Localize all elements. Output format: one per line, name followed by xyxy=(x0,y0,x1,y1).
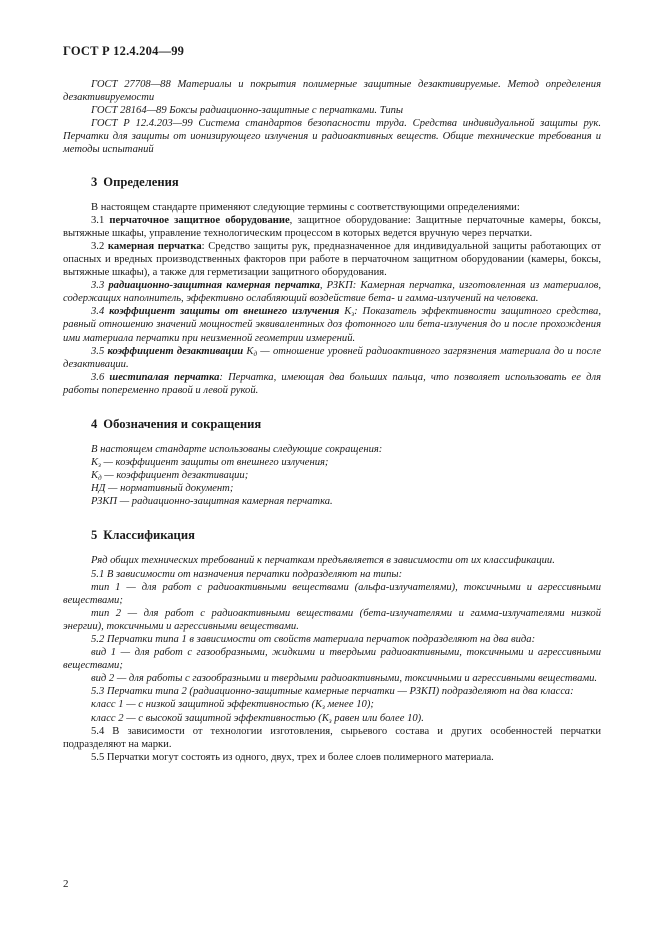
definition-3-5: 3.5 коэффициент дезактивации $K_д$ — отношение уровней радиоактивного загрязнения материала до и после дезактивации. xyxy=(63,345,602,370)
reference-gost-28164: ГОСТ 28164—89 Боксы радиационно-защитные с перчатками. Типы xyxy=(91,105,404,117)
clause-5-3: 5.3 Перчатки типа 2 (радиационно-защитные камерные перчатки — РЗКП) подразделяют на два класса: xyxy=(91,686,574,698)
section-4-number: 4 xyxy=(91,416,98,431)
glove-class-1: класс 1 — с низкой защитной эффективностью ($K_з$ менее 10); xyxy=(91,699,374,712)
section-4-intro: В настоящем стандарте использованы следующие сокращения: xyxy=(91,443,383,455)
normative-references xyxy=(63,78,601,157)
glove-type-1: тип 1 — для работ с радиоактивными веществами (альфа-излучателями), токсичными и агрессивными веществами; xyxy=(63,581,601,606)
term-decontamination-coefficient: коэффициент дезактивации xyxy=(107,345,244,357)
abbreviation-rzkp: РЗКП — радиационно-защитная камерная перчатка. xyxy=(91,496,333,508)
abbreviation-kz: $K_з$ — коэффициент защиты от внешнего излучения; xyxy=(91,457,329,470)
abbreviation-nd: НД — нормативный документ; xyxy=(91,483,234,495)
section-3-heading xyxy=(63,175,601,190)
term-six-finger-glove: шестипалая перчатка xyxy=(109,371,220,383)
page-content xyxy=(63,78,601,764)
definition-3-2: 3.2 камерная перчатка: Средство защиты рук, предназначенное для индивидуальной защиты работающих от опасных и вредных производственных факторов при работе в перчаточном защитном оборудовании (камеры, боксы, вытяжные шкафы), а также для герметизации защитного оборудования. xyxy=(63,240,601,279)
glove-kind-2: вид 2 — для работы с газообразными и твердыми радиоактивными, токсичными и агрессивными веществами. xyxy=(91,673,598,685)
definition-3-1: 3.1 перчаточное защитное оборудование, защитное оборудование: Защитные перчаточные камеры, боксы, вытяжные шкафы, управление технологическим процессом в которых ведется вручную через перчатки. xyxy=(63,214,602,239)
section-4-heading xyxy=(63,417,601,432)
glove-kind-1: вид 1 — для работ с газообразными, жидкими и твердыми радиоактивными, токсичными и агрессивными веществами; xyxy=(63,647,601,672)
reference-gost-r-12-4-203: ГОСТ Р 12.4.203—99 Система стандартов безопасности труда. Средства индивидуальной защиты рук. Перчатки для защиты от ионизирующего излучения и радиоактивных веществ. Общие технические требования и методы испытаний xyxy=(63,118,601,156)
section-5-title: Классификация xyxy=(103,528,195,543)
clause-5-1: 5.1 В зависимости от назначения перчатки подразделяют на типы: xyxy=(91,568,403,580)
reference-gost-27708: ГОСТ 27708—88 Материалы и покрытия полимерные защитные дезактивируемые. Метод определения дезактивируемости xyxy=(63,79,601,104)
glove-class-2: класс 2 — с высокой защитной эффективностью ($K_з$ равен или более 10). xyxy=(91,712,424,725)
glove-type-2: тип 2 — для работ с радиоактивными веществами (бета-излучателями и гамма-излучателями низкой энергии), токсичными и агрессивными веществами. xyxy=(63,607,601,632)
abbreviation-kd: $K_д$ — коэффициент дезактивации; xyxy=(91,470,249,483)
section-3-number: 3 xyxy=(91,174,98,189)
clause-5-4: 5.4 В зависимости от технологии изготовления, сырьевого состава и других особенностей перчатки подразделяют на марки. xyxy=(63,725,601,750)
section-5-heading xyxy=(63,528,601,543)
definition-3-6: 3.6 шестипалая перчатка: Перчатка, имеющая два больших пальца, что позволяет использовать ее для работы попеременно правой и левой рукой. xyxy=(63,371,601,396)
term-chamber-glove: камерная перчатка xyxy=(107,240,202,252)
section-3-intro: В настоящем стандарте применяют следующие термины с соответствующими определениями: xyxy=(91,201,520,213)
clause-5-5: 5.5 Перчатки могут состоять из одного, двух, трех и более слоев полимерного материала. xyxy=(91,751,494,763)
definition-3-3: 3.3 радиационно-защитная камерная перчатка, РЗКП: Камерная перчатка, изготовленная из материалов, содержащих наполнитель, эффективно ослабляющий воздействие бета- и гамма-излучений на человека. xyxy=(63,280,601,305)
term-external-protection-coefficient: коэффициент защиты от внешнего излучения xyxy=(109,306,340,318)
term-radiation-protective-glove: радиационно-защитная камерная перчатка xyxy=(108,280,320,292)
section-5-number: 5 xyxy=(91,528,98,543)
clause-5-2: 5.2 Перчатки типа 1 в зависимости от свойств материала перчаток подразделяют на два вида: xyxy=(91,634,536,645)
document-code-header: ГОСТ Р 12.4.204—99 xyxy=(63,44,185,58)
section-4-title: Обозначения и сокращения xyxy=(103,416,262,431)
term-glove-box-equipment: перчаточное защитное оборудование xyxy=(109,214,290,226)
page-number: 2 xyxy=(63,878,69,890)
definition-3-4: 3.4 коэффициент защиты от внешнего излучения $K_з$: Показатель эффективности защитного средства, равный отношению значений мощностей эквивалентных доз фотонного или бета-излучения до и после прохождения ими материала перчатки при неизменной геометрии измерений. xyxy=(63,306,602,344)
section-5-intro: Ряд общих технических требований к перчаткам предъявляется в зависимости от их классификации. xyxy=(91,555,555,567)
section-3-title: Определения xyxy=(103,174,179,189)
